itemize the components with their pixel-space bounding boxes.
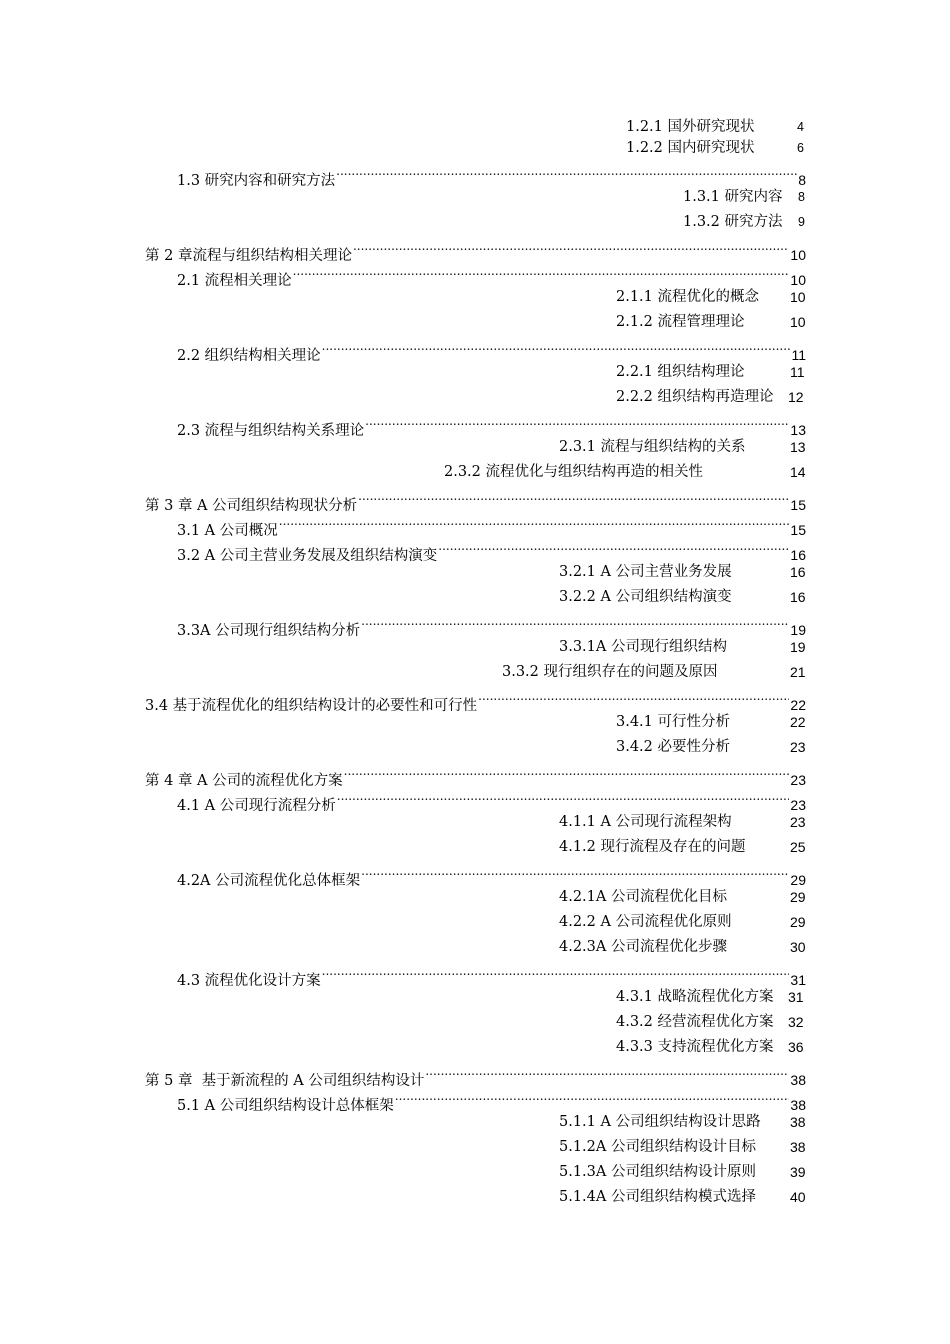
- toc-entry-page: 23: [790, 797, 806, 813]
- toc-entry[interactable]: [177, 510, 806, 539]
- toc-entry-page: 8: [798, 172, 806, 188]
- toc-entry-title: 4.2.3A 公司流程优化步骤: [559, 939, 727, 955]
- toc-leader-dots: [438, 535, 789, 560]
- toc-entry-title: 3.4.2 必要性分析: [616, 739, 731, 755]
- toc-entry-page: 38: [790, 1097, 806, 1113]
- toc-entry-title: 3.3A 公司现行组织结构分析: [177, 623, 361, 639]
- toc-entry-page: 31: [790, 972, 806, 988]
- toc-entry-page: 21: [790, 664, 806, 680]
- toc-entry-page: 23: [790, 739, 806, 755]
- toc-entry[interactable]: [177, 860, 806, 889]
- toc-entry-title: 3.2 A 公司主营业务发展及组织结构演变: [177, 548, 438, 564]
- toc-entry-title: 2.1 流程相关理论: [177, 273, 292, 289]
- toc-leader-dots: [293, 260, 790, 285]
- toc-entry-title: 2.2.1 组织结构理论: [616, 364, 745, 380]
- toc-entry-page: 13: [790, 422, 806, 438]
- toc-entry-page: 22: [790, 697, 806, 713]
- toc-entry-title: 4.1.1 A 公司现行流程架构: [559, 814, 732, 830]
- toc-entry-title: 4.2.2 A 公司流程优化原则: [559, 914, 732, 930]
- toc-entry[interactable]: [177, 960, 806, 989]
- toc-entry-page: 15: [790, 497, 806, 513]
- toc-leader-dots: [337, 785, 790, 810]
- toc-entry-page: 16: [790, 589, 806, 605]
- toc-entry-page: 38: [790, 1139, 806, 1155]
- toc-entry[interactable]: [145, 485, 806, 514]
- toc-entry-title: 1.3.1 研究内容: [683, 189, 783, 205]
- toc-entry-title: 4.2.1A 公司流程优化目标: [559, 889, 727, 905]
- toc-leader-dots: [353, 235, 789, 260]
- toc-entry-page: 16: [790, 564, 806, 580]
- toc-entry-title: 3.4.1 可行性分析: [616, 714, 731, 730]
- toc-entry-page: 11: [791, 347, 806, 363]
- toc-entry[interactable]: [177, 610, 806, 639]
- toc-entry-page: 19: [790, 639, 806, 655]
- toc-entry-page: 40: [790, 1189, 806, 1205]
- toc-entry-title: 3.3.2 现行组织存在的问题及原因: [502, 664, 718, 680]
- toc-leader-dots: [322, 960, 790, 985]
- toc-leader-dots: [365, 410, 789, 435]
- toc-entry-page: 8: [798, 190, 805, 204]
- toc-entry[interactable]: [145, 685, 806, 714]
- toc-entry-page: 29: [790, 889, 806, 905]
- toc-leader-dots: [322, 335, 791, 360]
- toc-entry-title: 5.1.3A 公司组织结构设计原则: [559, 1164, 756, 1180]
- toc-entry-page: 10: [790, 247, 806, 263]
- toc-leader-dots: [336, 160, 797, 185]
- toc-entry-title: 第 4 章 A 公司的流程优化方案: [145, 773, 343, 789]
- toc-entry[interactable]: [177, 160, 806, 189]
- toc-entry-title: 4.3.2 经营流程优化方案: [616, 1014, 774, 1030]
- toc-entry-page: 25: [790, 839, 806, 855]
- toc-entry-title: 第 3 章 A 公司组织结构现状分析: [145, 498, 358, 514]
- toc-entry-page: 31: [788, 989, 804, 1005]
- toc-entry[interactable]: [145, 235, 806, 264]
- toc-entry-title: 第 2 章流程与组织结构相关理论: [145, 248, 352, 264]
- toc-leader-dots: [358, 485, 789, 510]
- toc-entry-title: 1.2.1 国外研究现状: [626, 119, 755, 135]
- toc-entry-page: 23: [790, 814, 806, 830]
- toc-leader-dots: [279, 510, 790, 535]
- toc-entry-title: 2.3.1 流程与组织结构的关系: [559, 439, 746, 455]
- toc-leader-dots: [361, 610, 789, 635]
- toc-entry-title: 2.2 组织结构相关理论: [177, 348, 321, 364]
- toc-entry-page: 4: [797, 120, 804, 134]
- toc-entry-page: 23: [790, 772, 806, 788]
- toc-entry-page: 12: [788, 389, 804, 405]
- toc-entry-page: 19: [790, 622, 806, 638]
- toc-entry-title: 1.3.2 研究方法: [683, 214, 783, 230]
- toc-entry-page: 13: [790, 439, 806, 455]
- toc-entry-title: 2.2.2 组织结构再造理论: [616, 389, 774, 405]
- toc-entry[interactable]: [177, 535, 806, 564]
- toc-entry-title: 2.3 流程与组织结构关系理论: [177, 423, 365, 439]
- toc-entry-page: 22: [790, 714, 806, 730]
- toc-entry-page: 6: [797, 141, 804, 155]
- toc-entry-title: 1.2.2 国内研究现状: [626, 140, 755, 156]
- toc-entry-page: 16: [790, 547, 806, 563]
- toc-entry[interactable]: [145, 760, 806, 789]
- toc-entry-page: 38: [790, 1072, 806, 1088]
- toc-entry-title: 2.1.2 流程管理理论: [616, 314, 745, 330]
- toc-entry-title: 4.1.2 现行流程及存在的问题: [559, 839, 746, 855]
- toc-entry-page: 30: [790, 939, 806, 955]
- toc-leader-dots: [478, 685, 789, 710]
- toc-entry-title: 5.1.1 A 公司组织结构设计思路: [559, 1114, 761, 1130]
- toc-entry-page: 10: [790, 314, 806, 330]
- toc-entry-title: 1.3 研究内容和研究方法: [177, 173, 336, 189]
- toc-entry-page: 38: [790, 1114, 806, 1130]
- toc-entry-title: 3.2.2 A 公司组织结构演变: [559, 589, 732, 605]
- toc-entry-title: 4.1 A 公司现行流程分析: [177, 798, 336, 814]
- toc-entry-page: 10: [790, 272, 806, 288]
- toc-entry-title: 3.3.1A 公司现行组织结构: [559, 639, 727, 655]
- toc-entry-title: 5.1.4A 公司组织结构模式选择: [559, 1189, 756, 1205]
- toc-entry-page: 29: [790, 914, 806, 930]
- toc-entry-page: 29: [790, 872, 806, 888]
- toc-entry-page: 15: [790, 522, 806, 538]
- toc-entry-page: 9: [798, 215, 805, 229]
- toc-entry[interactable]: [177, 410, 806, 439]
- toc-leader-dots: [425, 1060, 789, 1085]
- toc-entry-title: 5.1.2A 公司组织结构设计目标: [559, 1139, 756, 1155]
- toc-leader-dots: [361, 860, 789, 885]
- toc-entry-title: 2.3.2 流程优化与组织结构再造的相关性: [444, 464, 704, 480]
- toc-entry-title: 4.3.1 战略流程优化方案: [616, 989, 774, 1005]
- toc-leader-dots: [344, 760, 790, 785]
- toc-entry-title: 3.1 A 公司概况: [177, 523, 278, 539]
- toc-entry-page: 36: [788, 1039, 804, 1055]
- toc-entry-page: 32: [788, 1014, 804, 1030]
- toc-leader-dots: [395, 1085, 790, 1110]
- toc-entry-title: 3.2.1 A 公司主营业务发展: [559, 564, 732, 580]
- toc-entry[interactable]: [177, 785, 806, 814]
- toc-entry-title: 5.1 A 公司组织结构设计总体框架: [177, 1098, 394, 1114]
- toc-entry[interactable]: [177, 335, 806, 364]
- toc-entry-title: 4.3.3 支持流程优化方案: [616, 1039, 774, 1055]
- toc-entry-title: 第 5 章 基于新流程的 A 公司组织结构设计: [145, 1073, 425, 1089]
- toc-entry-page: 10: [790, 289, 806, 305]
- toc-entry[interactable]: [145, 1060, 806, 1089]
- toc-entry[interactable]: [177, 260, 806, 289]
- toc-entry[interactable]: [177, 1085, 806, 1114]
- toc-entry-page: 39: [790, 1164, 806, 1180]
- toc-entry-title: 4.2A 公司流程优化总体框架: [177, 873, 361, 889]
- toc-entry-title: 3.4 基于流程优化的组织结构设计的必要性和可行性: [145, 698, 478, 714]
- toc-entry-title: 4.3 流程优化设计方案: [177, 973, 321, 989]
- toc-entry-title: 2.1.1 流程优化的概念: [616, 289, 760, 305]
- toc-entry-page: 14: [790, 464, 806, 480]
- toc-entry-page: 11: [790, 364, 805, 380]
